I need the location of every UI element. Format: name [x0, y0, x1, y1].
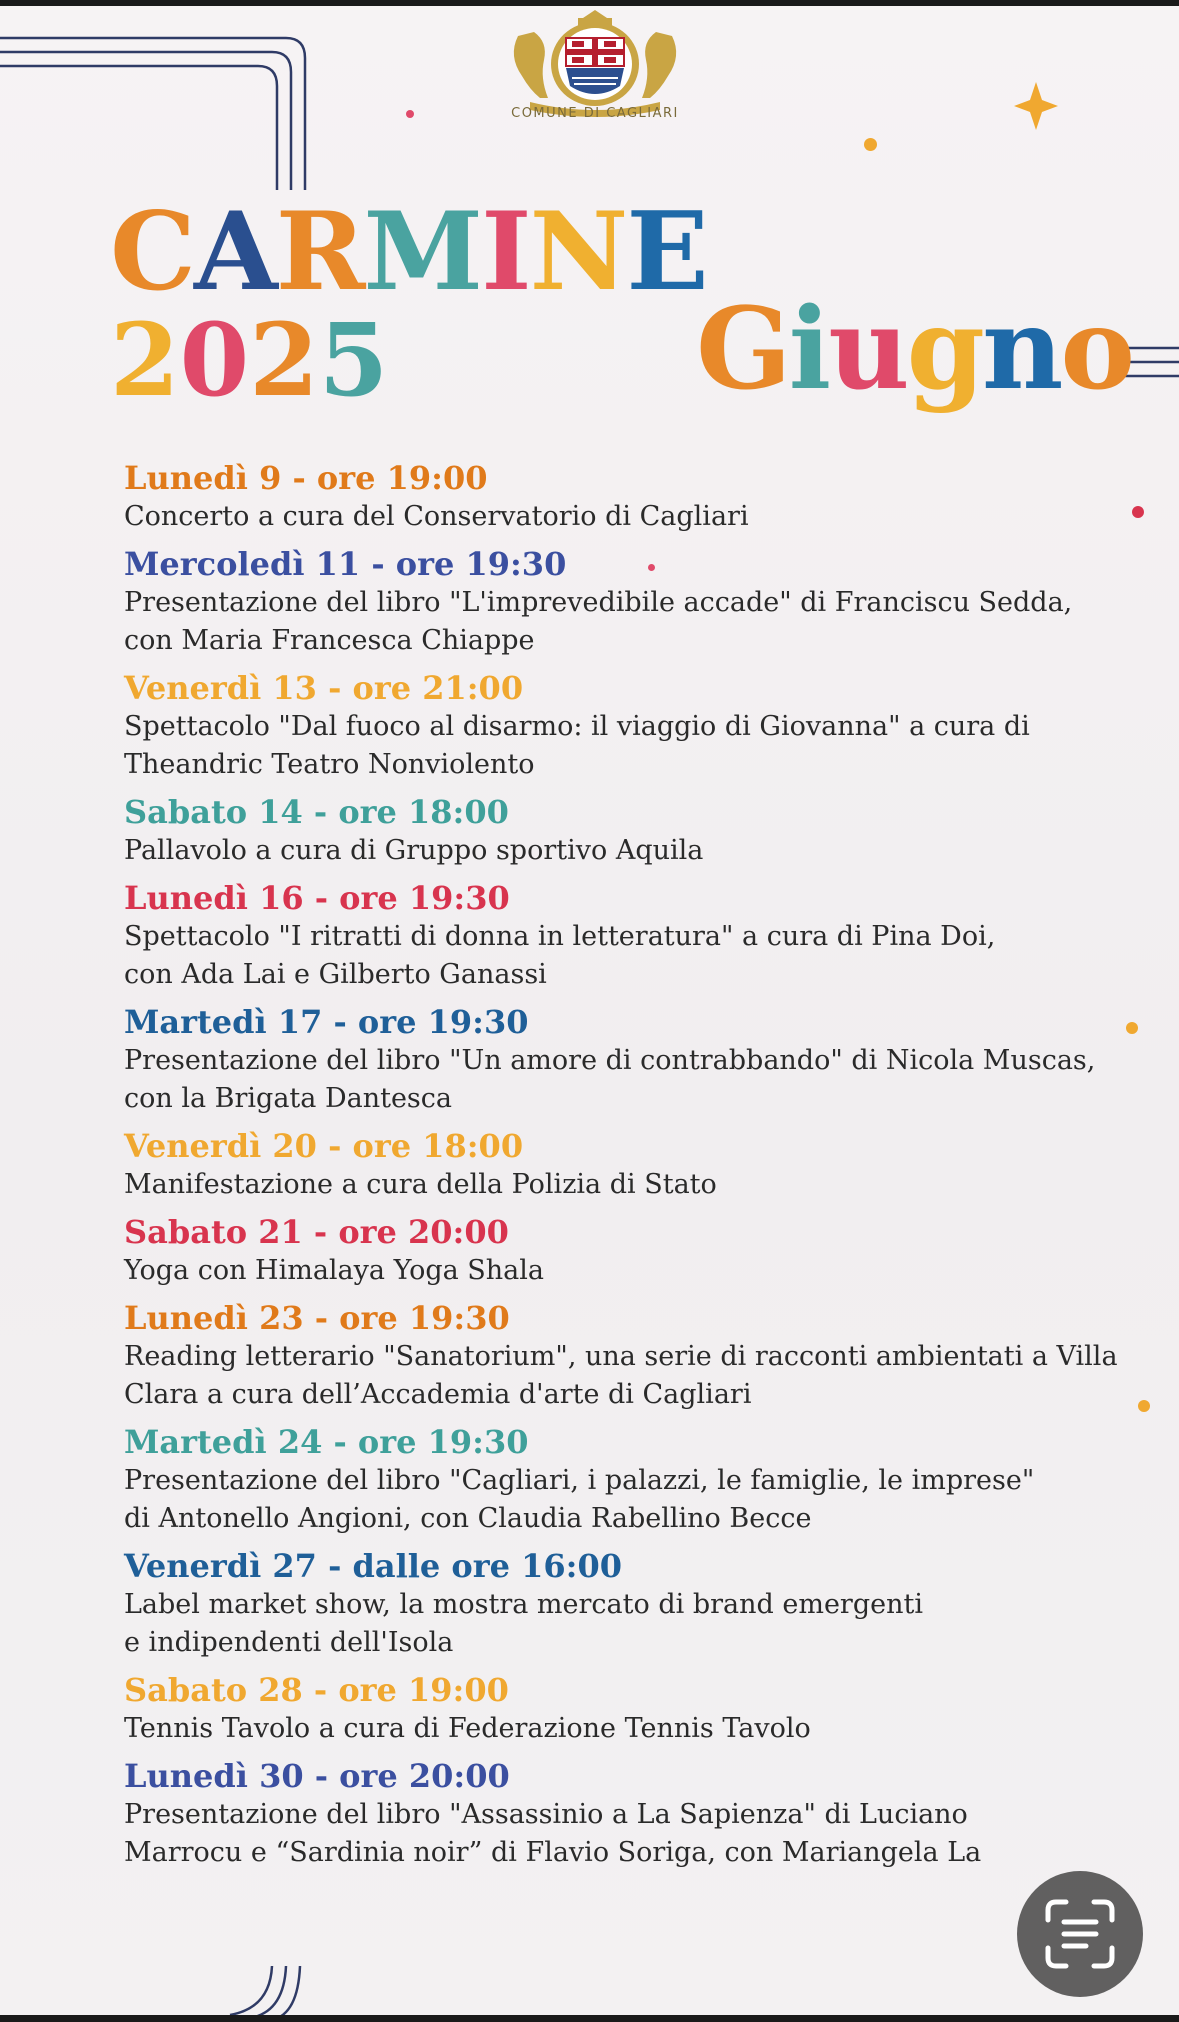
event-day: Venerdì 13 [124, 669, 317, 707]
event-day: Lunedì 23 [124, 1299, 304, 1337]
bottom-bar [0, 2015, 1179, 2022]
event-description: Marrocu e “Sardinia noir” di Flavio Soriga, con Mariangela La [124, 1837, 982, 1868]
month-title [696, 284, 1133, 415]
event-item [124, 878, 1084, 994]
decor-dot-orange-3 [1138, 1400, 1150, 1412]
events-list [124, 458, 1118, 1880]
event-time: ore 19:30 [395, 545, 567, 583]
event-item [124, 668, 1084, 784]
event-description: Spettacolo "Dal fuoco al disarmo: il viaggio di Giovanna" a cura di [124, 711, 1030, 742]
event-description: Presentazione del libro "L'imprevedibile accade" di Franciscu Sedda, [124, 587, 1073, 618]
event-day: Martedì 17 [124, 1003, 323, 1041]
event-separator: - [303, 1757, 340, 1795]
event-heading [124, 1756, 1084, 1796]
decor-dot-red [1132, 506, 1144, 518]
event-description: e indipendenti dell'Isola [124, 1627, 454, 1658]
text-scan-icon [1042, 1896, 1118, 1972]
event-item [124, 1670, 1084, 1748]
comune-label: COMUNE DI CAGLIARI [511, 106, 679, 121]
event-description: Manifestazione a cura della Polizia di Stato [124, 1169, 717, 1200]
event-time: ore 19:30 [339, 879, 510, 917]
event-item [124, 1212, 1084, 1290]
event-separator: - [316, 669, 353, 707]
event-description: Tennis Tavolo a cura di Federazione Tennis Tavolo [124, 1713, 811, 1744]
event-heading [124, 1670, 1084, 1710]
event-heading [124, 878, 1084, 918]
event-separator: - [316, 1127, 353, 1165]
decor-dot-orange-2 [1126, 1022, 1138, 1034]
event-description: con Ada Lai e Gilberto Ganassi [124, 959, 547, 990]
event-day: Venerdì 27 [124, 1547, 317, 1585]
event-separator: - [360, 545, 396, 583]
event-day: Mercoledì 11 [124, 545, 361, 583]
event-time: ore 18:00 [352, 1127, 524, 1165]
event-description: con Maria Francesca Chiappe [124, 625, 535, 656]
event-day: Lunedì 16 [124, 879, 304, 917]
month-title-letter: G [696, 284, 789, 415]
event-time: ore 18:00 [338, 793, 509, 831]
event-description: Presentazione del libro "Assassinio a La Sapienza" di Luciano [124, 1799, 968, 1830]
event-separator: - [322, 1003, 358, 1041]
event-heading [124, 1546, 1084, 1586]
event-description: Reading letterario "Sanatorium", una serie di racconti ambientati a Villa [124, 1341, 1118, 1372]
event-separator: - [322, 1423, 358, 1461]
title-year-letter: 5 [318, 301, 389, 419]
event-heading [124, 1002, 1084, 1042]
event-heading [124, 544, 1084, 584]
event-separator: - [303, 1299, 340, 1337]
title-carmine-letter: C [110, 189, 194, 315]
event-heading [124, 1298, 1084, 1338]
decor-dot-orange [864, 138, 877, 151]
event-item [124, 792, 1084, 870]
month-title-letter: n [981, 284, 1061, 415]
event-time: dalle ore 16:00 [352, 1547, 622, 1585]
title-carmine-letter: M [363, 189, 482, 315]
event-time: ore 19:30 [357, 1003, 529, 1041]
event-time: ore 20:00 [338, 1213, 509, 1251]
event-time: ore 19:00 [338, 1671, 509, 1709]
title-carmine [110, 189, 707, 315]
event-item [124, 1298, 1118, 1414]
event-separator: - [316, 1547, 353, 1585]
event-separator: - [302, 1213, 339, 1251]
event-day: Lunedì 9 [124, 459, 282, 497]
event-heading [124, 1212, 1084, 1252]
event-time: ore 19:00 [316, 459, 488, 497]
event-description: Yoga con Himalaya Yoga Shala [124, 1255, 545, 1286]
title-carmine-letter: A [193, 189, 276, 315]
event-description: con la Brigata Dantesca [124, 1083, 452, 1114]
event-item [124, 1756, 1084, 1872]
event-description: Theandric Teatro Nonviolento [124, 749, 535, 780]
event-separator: - [302, 793, 339, 831]
event-separator: - [302, 1671, 339, 1709]
event-description: Pallavolo a cura di Gruppo sportivo Aquila [124, 835, 704, 866]
event-day: Martedì 24 [124, 1423, 323, 1461]
event-item [124, 458, 1084, 536]
title-year-letter: 2 [249, 301, 319, 419]
event-separator: - [281, 459, 317, 497]
event-heading [124, 1422, 1084, 1462]
event-description: Presentazione del libro "Un amore di contrabbando" di Nicola Muscas, [124, 1045, 1096, 1076]
event-time: ore 19:30 [339, 1299, 510, 1337]
text-scan-button[interactable] [1017, 1871, 1143, 1997]
event-description: Label market show, la mostra mercato di brand emergenti [124, 1589, 923, 1620]
event-heading [124, 1126, 1084, 1166]
event-description: di Antonello Angioni, con Claudia Rabellino Becce [124, 1503, 812, 1534]
title-carmine-letter: R [275, 189, 364, 315]
month-title-letter: i [788, 284, 829, 415]
title-carmine-letter: N [529, 189, 627, 315]
title-year [110, 301, 389, 419]
title-carmine-letter: I [481, 189, 530, 315]
event-time: ore 20:00 [339, 1757, 510, 1795]
event-time: ore 19:30 [357, 1423, 529, 1461]
event-time: ore 21:00 [352, 669, 524, 707]
title-year-letter: 2 [110, 301, 180, 419]
event-item [124, 1126, 1084, 1204]
event-description: Presentazione del libro "Cagliari, i palazzi, le famiglie, le imprese" [124, 1465, 1035, 1496]
month-title-letter: g [906, 284, 982, 415]
sparkle-icon [1014, 82, 1058, 130]
event-heading [124, 668, 1084, 708]
event-day: Lunedì 30 [124, 1757, 304, 1795]
event-separator: - [303, 879, 340, 917]
title-carmine-letter: E [626, 189, 707, 315]
event-item [124, 1546, 1084, 1662]
event-description: Concerto a cura del Conservatorio di Cagliari [124, 501, 749, 532]
event-day: Sabato 21 [124, 1213, 303, 1251]
event-item [124, 1422, 1084, 1538]
event-item [124, 1002, 1096, 1118]
month-title-letter: u [828, 284, 907, 415]
event-heading [124, 458, 1084, 498]
decor-dot-pink [406, 110, 414, 118]
event-day: Sabato 28 [124, 1671, 303, 1709]
month-title-letter: o [1060, 284, 1133, 415]
event-heading [124, 792, 1084, 832]
event-description: Clara a cura dell’Accademia d'arte di Cagliari [124, 1379, 752, 1410]
event-day: Venerdì 20 [124, 1127, 317, 1165]
event-day: Sabato 14 [124, 793, 303, 831]
title-year-letter: 0 [179, 301, 250, 419]
event-description: Spettacolo "I ritratti di donna in letteratura" a cura di Pina Doi, [124, 921, 996, 952]
event-item [124, 544, 1084, 660]
